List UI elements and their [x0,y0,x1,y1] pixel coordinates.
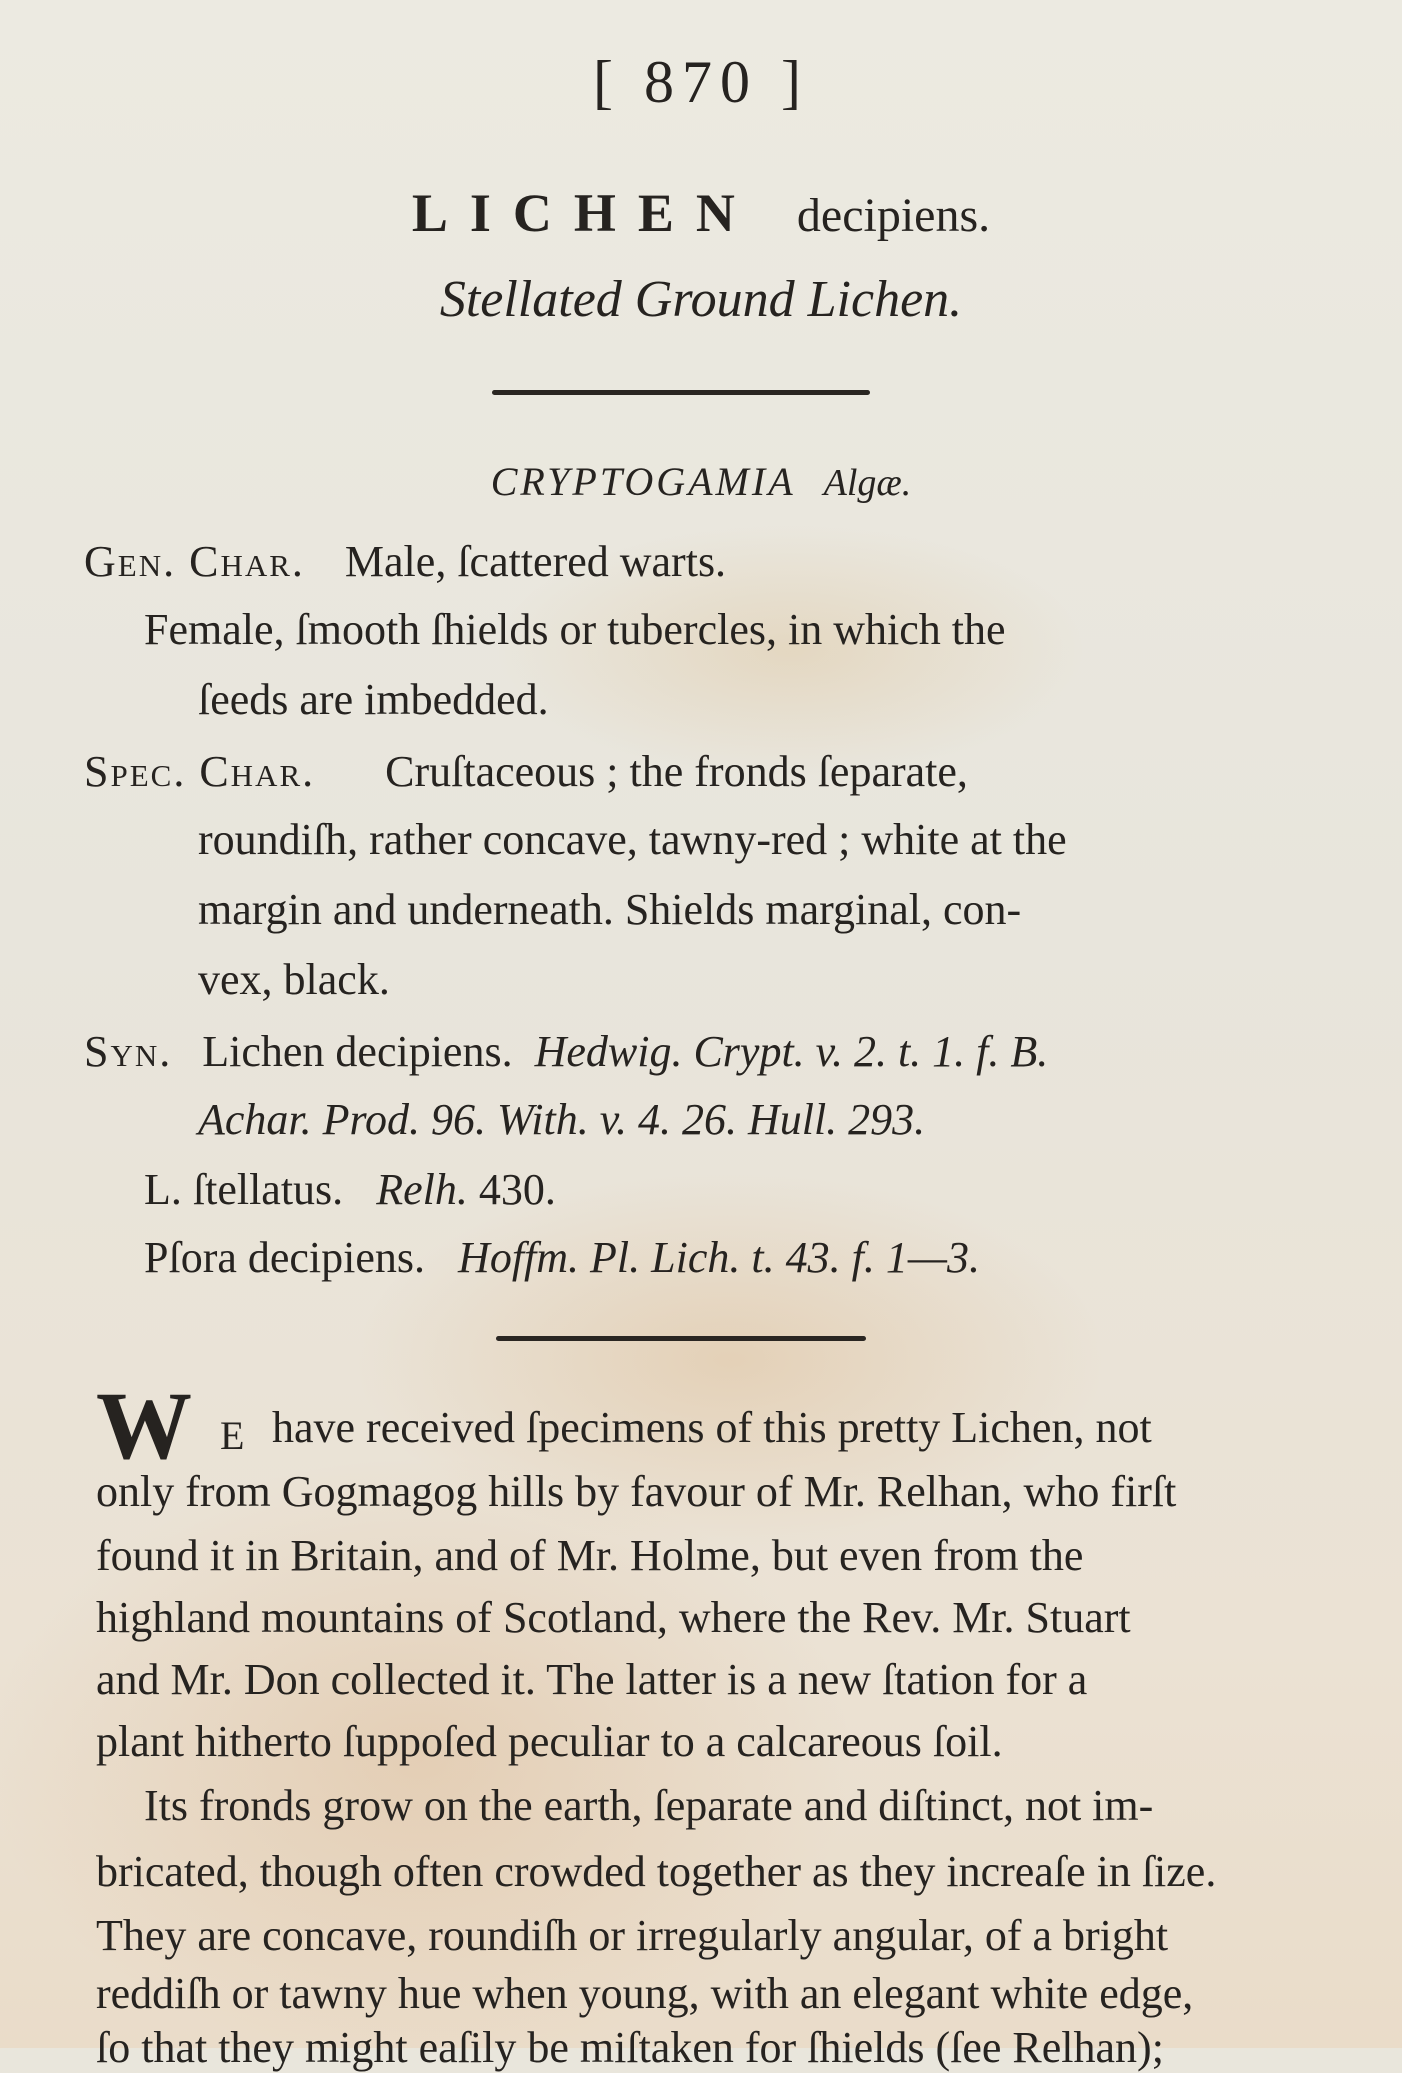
gen-char-label: Gen. Char. [84,537,305,586]
divider-top [492,390,870,395]
body-p2-line-2: bricated, though often crowded together as they increaſe in ſize. [96,1847,1217,1896]
drop-cap: W [96,1372,192,1479]
body-p1-line-2: only from Gogmagog hills by favour of Mr. Relhan, who firſt [96,1467,1177,1516]
common-name: Stellated Ground Lichen. [439,271,963,328]
class-name: CRYPTOGAMIA [490,459,796,504]
syn-label: Syn. [84,1027,173,1076]
spec-char-line-4: vex, black. [198,955,390,1004]
syn-line-1: Syn. Lichen decipiens. Hedwig. Crypt. v. 2. t. 1. f. B. [84,1027,1049,1076]
spec-char-line-1: Spec. Char. Cruſtaceous ; the fronds ſeparate, [84,747,968,796]
page-number: [ 870 ] [593,49,809,115]
body-p1-line-3: found it in Britain, and of Mr. Holme, but even from the [96,1531,1084,1580]
body-p1-line-4: highland mountains of Scotland, where the Rev. Mr. Stuart [96,1593,1131,1642]
classification-line [0,458,1402,505]
body-p2-line-4: reddiſh or tawny hue when young, with an elegant white edge, [96,1969,1194,2018]
divider-bottom [496,1336,866,1341]
body-p2-line-1: Its fronds grow on the earth, ſeparate and diſtinct, not im- [144,1781,1154,1830]
drop-cap-rest: E [220,1413,245,1458]
page-title [0,182,1402,244]
body-p1-line-5: and Mr. Don collected it. The latter is a new ſtation for a [96,1655,1088,1704]
species-name: decipiens. [796,189,991,242]
genus-name: LICHEN [411,183,757,243]
syn-line-4: Pſora decipiens. Hoffm. Pl. Lich. t. 43. f. 1—3. [144,1233,980,1282]
body-p2-line-5: ſo that they might eaſily be miſtaken for ſhields (ſee Relhan); [96,2023,1164,2072]
gen-char-line-2: Female, ſmooth ſhields or tubercles, in which the [144,605,1006,654]
body-p2-line-3: They are concave, roundiſh or irregularly angular, of a bright [96,1911,1169,1960]
body-p1-line-6: plant hitherto ſuppoſed peculiar to a calcareous ſoil. [96,1717,1003,1766]
syn-line-2: Achar. Prod. 96. With. v. 4. 26. Hull. 293. [198,1095,926,1144]
body-p1-line-1: have received ſpecimens of this pretty Lichen, not [272,1403,1152,1452]
gen-char-line-3: ſeeds are imbedded. [198,675,549,724]
spec-char-line-3: margin and underneath. Shields marginal, con- [198,885,1022,934]
syn-line-3: L. ſtellatus. Relh. 430. [144,1165,556,1214]
order-name: Algæ. [823,462,912,504]
spec-char-label: Spec. Char. [84,747,316,796]
spec-char-line-2: roundiſh, rather concave, tawny-red ; white at the [198,815,1067,864]
gen-char-line-1: Gen. Char. Male, ſcattered warts. [84,537,727,586]
